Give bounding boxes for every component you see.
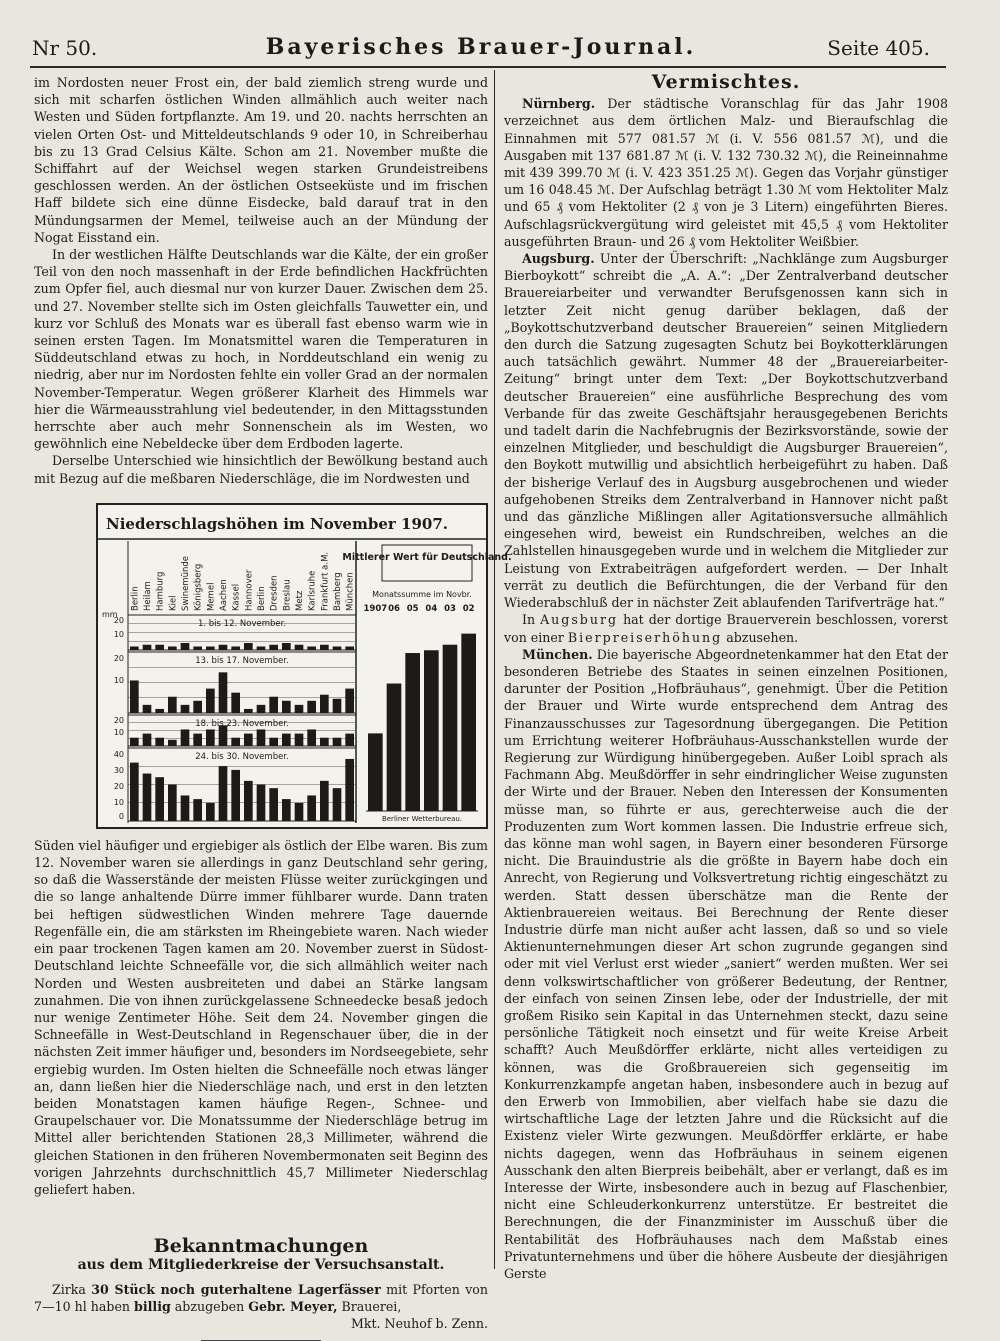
chart-station-label: Frankfurt a.M. [320, 551, 331, 611]
chart-summary-year: 06 [388, 603, 400, 614]
chart-bar [130, 738, 139, 746]
announcement-rule [201, 1340, 321, 1341]
chart-bar [295, 733, 304, 745]
chart-bar [168, 784, 177, 821]
chart-summary-bar [424, 650, 439, 811]
chart-station-label: Heilam [143, 581, 153, 611]
journal-title: Bayerisches Brauer-Journal. [265, 34, 697, 60]
chart-source: Berliner Wetterbureau. [381, 814, 463, 823]
chart-bar [231, 770, 240, 821]
chart-bar [333, 788, 342, 821]
chart-summary-bar [443, 645, 458, 811]
chart-bar [333, 738, 342, 746]
chart-bar [257, 705, 266, 713]
chart-bar [257, 729, 266, 746]
chart-tick-label: 30 [113, 765, 124, 775]
article-augsburg [504, 250, 948, 611]
note-spaced2: Bierpreiserhöhung [567, 629, 723, 645]
chart-tick-label: 20 [113, 615, 124, 625]
chart-bar [244, 709, 253, 713]
chart-bar [130, 680, 139, 713]
announcements-subtitle: aus dem Mitgliederkreise der Versuchsanstalt. [77, 1257, 445, 1274]
chart-bar [206, 688, 215, 712]
chart-bar [333, 699, 342, 713]
chart-bar [155, 645, 164, 650]
chart-bar [155, 738, 164, 746]
chart-bar [143, 733, 152, 745]
chart-panel-label: 13. bis 17. November. [195, 655, 289, 666]
chart-panel-label: 18. bis 23. November. [195, 718, 289, 729]
chart-title: Niederschlagshöhen im November 1907. [106, 514, 448, 533]
paragraph-west: In der westlichen Hälfte Deutschlands war die Kälte, der ein großer Teil von den noch massenhaft in der Erde befindlichen Hackfrüchten zum Opfer fiel, auch diesmal nur von kurzer Dauer. Zwischen dem 25. und 27. November stellte sich im Osten gleichfalls Tauwetter ein, und kurz vor Schluß des Monats war es überall fast ebenso warm wie in seinen ersten Tagen. Im Monatsmittel waren die Temperaturen in Süddeutschland etwas zu hoch, in Norddeutschland ein wenig zu niedrig, aber nur im Nordosten fehlte ein voller Grad an der normalen November-Temperatur. Wegen größerer Klarheit des Himmels war hier die Wärmeausstrahlung viel bedeutender, in den Mittagsstunden herrschte aber auch mehr Sonnenschein als im Westen, wo gewöhnlich eine Nebeldecke über dem Erdboden lagerte. [34, 247, 488, 452]
note-end: abzusehen. [722, 629, 799, 645]
chart-bar [206, 646, 215, 650]
chart-bar [219, 766, 228, 821]
running-header [32, 32, 930, 62]
chart-tick-label: 20 [113, 781, 124, 791]
chart-bar [307, 646, 316, 650]
chart-summary-title-frame [382, 545, 472, 581]
chart-svg [98, 505, 512, 827]
chart-station-label: Kassel [231, 583, 242, 611]
chart-bar [231, 693, 240, 713]
article-augsburg-note [504, 611, 948, 645]
chart-bar [193, 733, 202, 745]
city-nuernberg: Nürnberg. [522, 96, 596, 112]
chart-bar [206, 729, 215, 746]
ann-signer: Gebr. Meyer, [248, 1298, 338, 1314]
chart-bar [219, 645, 228, 650]
chart-bar [181, 795, 190, 821]
chart-station-label: Memel [206, 582, 217, 611]
chart-bar [307, 795, 316, 821]
chart-bar [155, 777, 164, 821]
article-nuernberg [504, 95, 948, 250]
chart-bar [320, 781, 329, 821]
chart-tick-label: 10 [113, 629, 124, 639]
chart-bar [130, 762, 139, 820]
chart-station-label: München [345, 572, 356, 611]
chart-bar [295, 705, 304, 713]
ann-bold-b: billig [134, 1298, 171, 1314]
chart-bar [181, 643, 190, 650]
chart-station-label: Berlin [257, 586, 267, 611]
chart-bar [320, 695, 329, 713]
chart-bar [320, 645, 329, 650]
right-column [504, 71, 948, 1282]
chart-bar [244, 781, 253, 821]
chart-station-label: Bamberg [333, 572, 343, 611]
chart-tick-label: 10 [113, 675, 124, 685]
chart-bar [168, 740, 177, 746]
page-number: Seite 405. [827, 36, 930, 60]
chart-bar [345, 646, 354, 650]
chart-summary-bar [405, 653, 420, 811]
chart-panel-label: 1. bis 12. November. [197, 618, 287, 629]
chart-bar [345, 688, 354, 712]
chart-summary-year: 05 [406, 603, 419, 614]
chart-bar [143, 645, 152, 650]
chart-bar [257, 784, 266, 821]
chart-bar [320, 738, 329, 746]
chart-bar [282, 733, 291, 745]
chart-station-label: Aachen [219, 579, 229, 611]
chart-panel-label: 24. bis 30. November. [195, 751, 289, 762]
chart-station-label: Swinemünde [181, 555, 191, 611]
chart-bar [345, 759, 354, 821]
chart-bar [193, 799, 202, 821]
chart-bar [231, 738, 240, 746]
chart-bar [244, 643, 253, 650]
chart-bar [168, 697, 177, 713]
chart-bar [143, 705, 152, 713]
note-spaced: Augsburg [540, 612, 619, 628]
ann-text-c: abzugeben [170, 1298, 249, 1314]
chart-bar [269, 697, 278, 713]
chart-bar [219, 672, 228, 713]
chart-bar [345, 733, 354, 745]
chart-bar [269, 788, 278, 821]
chart-station-label: Dresden [269, 575, 280, 611]
chart-bar [244, 733, 253, 745]
chart-bar [143, 773, 152, 820]
chart-station-label: Hamburg [155, 571, 166, 611]
chart-tick-label: 10 [113, 727, 124, 737]
paragraph-frost: im Nordosten neuer Frost ein, der bald ziemlich streng wurde und sich mit scharfen östlichen Winden allmählich auch weiter nach Westen und Süden fortpflanzte. Am 19. und 20. nachts herrschten an vielen Orten Ost- und Mitteldeutschlands 9 oder 10, in Schreiberhau bis zu 13 Grad Celsius Kälte. Schon am 21. November mußte die Schiffahrt auf der Weichsel wegen starken Grundeistreibens geschlossen werden. An der östlichen Ostseeküste und im frischen Haff bildete sich eine dünne Eisdecke, bald darauf trat in den Mündungsarmen der Memel, teilweise auch an der Mündung der Nogat Eisstand ein. [34, 75, 488, 245]
chart-bar [295, 803, 304, 821]
chart-unit-label: mm [102, 609, 118, 619]
note-lead: In [522, 612, 541, 628]
left-column [34, 74, 512, 1341]
chart-bar [193, 646, 202, 650]
chart-station-label: Metz [295, 590, 305, 611]
chart-bar [181, 705, 190, 713]
chart-bar [193, 701, 202, 713]
paragraph-precip-intro: Derselbe Unterschied wie hinsichtlich der Bewölkung bestand auch mit Bezug auf die meßbaren Niederschläge, die im Nordwesten und [34, 453, 488, 486]
chart-bar [307, 729, 316, 746]
chart-bar [269, 645, 278, 650]
header-rule [30, 66, 946, 68]
chart-tick-label: 20 [113, 653, 124, 663]
chart-station-label: Berlin [130, 586, 141, 611]
chart-bar [333, 646, 342, 650]
paragraph-precip-details: Süden viel häufiger und ergiebiger als östlich der Elbe waren. Bis zum 12. November waren sie allerdings in ganz Deutschland sehr gering, so daß die Wasserstände der meisten Flüsse weiter zurückgingen und die so lange anhaltende Dürre immer fühlbarer wurde. Dann traten bei heftigen südwestlichen Winden mehrere Tage dauernde Regenfälle ein, die am stärksten im Rheingebiete waren. Nach wieder ein paar trockenen Tagen kamen am 20. November zuerst in Südost-Deutschland leichte Schneefälle vor, die sich allmählich weiter nach Norden und Westen ausbreiteten und dabei an Stärke langsam zunahmen. Die von ihnen zurückgelassene Schneedecke besaß jedoch nur wenige Zentimeter Höhe. Seit dem 24. November gingen die Schneefälle in West-Deutschland in Regenschauer über, die in der nächsten Zeit immer häufiger und, besonders im Nordseegebiete, sehr ergiebig wurden. Im Osten hielten die Schneefälle noch etwas länger an, dann ließen hier die Niederschläge nach, und erst in den letzten beiden Monatstagen kamen häufige Regen-, Schnee- und Graupelschauer vor. Die Monatssumme der Niederschläge betrug im Mittel aller berichtenden Stationen 28,3 Millimeter, während die gleichen Stationen in den früheren Novembermonaten seit Beginn des vorigen Jahrzehnts durchschnittlich 45,7 Millimeter Niederschlag geliefert haben. [34, 837, 488, 1197]
ann-text-b: mit Pforten von 7—10 hl haben [34, 1281, 488, 1314]
chart-station-label: Kiel [168, 595, 179, 611]
chart-bar [282, 799, 291, 821]
announcements-title: Bekanntmachungen [153, 1235, 369, 1258]
section-title: Vermischtes. [651, 71, 801, 93]
chart-summary-title: Mittlerer Wert für Deutschland. [342, 551, 512, 563]
chart-bar [231, 646, 240, 650]
chart-bar [168, 646, 177, 650]
chart-summary-year: 1907 [363, 603, 388, 614]
issue-number: Nr 50. [32, 36, 98, 60]
text-nuernberg: Der städtische Voranschlag für das Jahr 1908 verzeichnet aus dem örtlichen Malz- und Bieraufschlag die Einnahmen mit 577 081.57 ℳ (i. V. 556 081.57 ℳ), und die Ausgaben mit 137 681.87 ℳ (i. V. 132 730.32 ℳ), die Reineinnahme mit 439 399.70 ℳ (i. V. 423 351.25 ℳ). Gegen das Vorjahr günstiger um 16 048.45 ℳ. Der Aufschlag beträgt 1.30 ℳ vom Hektoliter Malz und 65 ₰ vom Hektoliter (2 ₰ von je 3 Litern) eingeführten Bieres. Aufschlagsrückvergütung wird geleistet mit 45,5 ₰ vom Hektoliter ausgeführten Braun- und 26 ₰ vom Hektoliter Weißbier. [504, 96, 948, 249]
chart-bar [257, 646, 266, 650]
chart-station-label: Breslau [282, 579, 293, 611]
article-muenchen [504, 646, 948, 1283]
chart-tick-label: 40 [113, 749, 124, 759]
chart-summary-year: 02 [462, 603, 475, 614]
note-mid: hat der dortige Brauerverein beschlossen, vorerst von einer [504, 612, 948, 645]
chart-bar [282, 643, 291, 650]
column-divider [494, 70, 495, 1269]
chart-bar [181, 729, 190, 746]
chart-summary-bar [387, 683, 402, 810]
chart-summary-bar [368, 733, 383, 811]
chart-bar [307, 701, 316, 713]
precipitation-chart [96, 503, 512, 829]
text-muenchen: Die bayerische Abgeordnetenkammer hat den Etat der besonderen Betriebe des Staates in seinen einzelnen Positionen, darunter der Position „Hofbräuhaus“, genehmigt. Über die Petition der Brauer und Wirte wurde entsprechend dem Antrag des Finanzausschusses zur Tagesordnung übergegangen. Die Petition um Errichtung weiterer Hofbräuhaus-Ausschankstellen wurde der Regierung zur Würdigung hinübergegeben. Außer Loibl sprach als Fachmann Abg. Meußdörffer in sehr eindringlicher Weise zugunsten der Wirte und der Brauer. Neben den Interessen der Konsumenten müsse man, so führte er aus, gerechterweise auch die der Produzenten zum Wort kommen lassen. Die Industrie erfreue sich, das könne man wohl sagen, in Bayern einer besonderen Fürsorge nicht. Die Brauindustrie als die größte in Bayern habe doch ein Anrecht, von Regierung und Volksvertretung richtig eingeschätzt zu werden. Statt dessen überschätze man die Rente der Aktienbrauereien weitaus. Bei Berechnung der Rente dieser Industrie dürfe man nicht außer acht lassen, daß so und so viele Aktienunternehmungen dieser Art schon zugrunde gegangen sind oder mit viel Verlust erst wieder „saniert“ werden mußten. Wer sei denn volkswirtschaftlicher von größerer Bedeutung, der Rentner, der einfach von seinen Zinsen lebe, oder der Industrielle, der mit großem Risiko sein Kapital in das Unternehmen steckt, dazu seine persönliche Tätigkeit noch einsetzt und für weite Kreise Arbeit schafft? Auch Meußdörffer erklärte, nicht alles verteidigen zu können, was die Großbrauereien sich gegenseitig im Konkurrenzkampfe angetan haben, insbesondere auch in bezug auf den Erwerb von Immobilien, aber vielfach habe sie dazu die wirtschaftliche Lage der letzten Jahre und die Rücksicht auf die Existenz vieler Wirte gezwungen. Meußdörffer erklärte, er habe nichts dagegen, wenn das Hofbräuhaus in seinem eigenen Ausschank den alten Bierpreis beibehält, aber er verlangt, daß es im Interesse der Wirte, insbesondere auch in bezug auf Flaschenbier, nicht eine Schleuderkonkurrenz unterstütze. Er bestreitet die Berechnungen, die der Finanzminister im Ausschuß über die Rentabilität des Hofbräuhauses nach dem Maßstab eines Privatunternehmens und über die höhere Ausbeute der diesjährigen Gerste [504, 646, 948, 1282]
chart-tick-label: 20 [113, 715, 124, 725]
chart-summary-subtitle: Monatssumme im Novbr. [372, 589, 472, 599]
chart-bar [295, 645, 304, 650]
ann-signer-rest: Brauerei, [337, 1298, 402, 1314]
ann-text-a: Zirka [52, 1281, 92, 1297]
chart-bar [155, 709, 164, 713]
chart-bar [206, 803, 215, 821]
chart-summary-year: 03 [444, 603, 456, 614]
chart-station-label: Karlsruhe [307, 570, 318, 611]
city-augsburg: Augsburg. [522, 251, 595, 267]
chart-bar [130, 646, 139, 650]
chart-summary-year: 04 [425, 603, 438, 614]
chart-summary-bar [461, 634, 476, 811]
announcement-address: Mkt. Neuhof b. Zenn. [350, 1315, 488, 1331]
chart-tick-label: 0 [118, 811, 124, 821]
ann-bold-a: 30 Stück noch guterhaltene Lagerfässer [91, 1281, 381, 1297]
announcement-text [34, 1281, 488, 1315]
city-muenchen: München. [522, 646, 593, 662]
chart-station-label: Königsberg [193, 563, 204, 611]
chart-station-label: Hannover [244, 569, 255, 611]
chart-bar [269, 738, 278, 746]
chart-bar [282, 701, 291, 713]
chart-tick-label: 10 [113, 797, 124, 807]
text-augsburg: Unter der Überschrift: „Nachklänge zum Augsburger Bierboykott“ schreibt die „A. A.“: „Der Zentralverband deutscher Brauereiarbeiter und verwandter Berufsgenossen kann sich in letzter Zeit nicht genug darüber beklagen, daß der „Boykottschutzverband deutscher Brauereien“ seinen Mitgliedern den durch die Satzung zugesagten Schutz bei Boykotterklärungen auch tatsächlich gewährt. Nummer 48 der „Brauereiarbeiter-Zeitung“ bringt unter dem Text: „Der Boykottschutzverband deutscher Brauereien“ eine ausführliche Besprechung des vom Verbande für das zweite Geschäftsjahr herausgegebenen Berichts und tadelt darin die Nachfebrugnis der Bezirksvorstände, sowie der einzelnen Mitglieder, und beschuldigt die Augsburger Brauereien“, den Boykott mutwillig und absichtlich herbeigeführt zu haben. Daß der bisherige Verlauf des in Augsburg ausgebrochenen und wieder aufgehobenen Streiks dem Zentralverband in Hannover nicht paßt und das gänzliche Mißlingen aller Agitationsversuche allmählich eingesehen wird, beweist ein Rundschreiben, welches an die Zahlstellen hinausgegeben wurde und in welchem die Mitglieder zur Leistung von Extrabeiträgen aufgefordert werden. — Der Inhalt verrät zu deutlich die Befürchtungen, die der Verband für den Wiederabschluß der in nächster Zeit ablaufenden Tarifverträge hat.“ [504, 251, 948, 611]
